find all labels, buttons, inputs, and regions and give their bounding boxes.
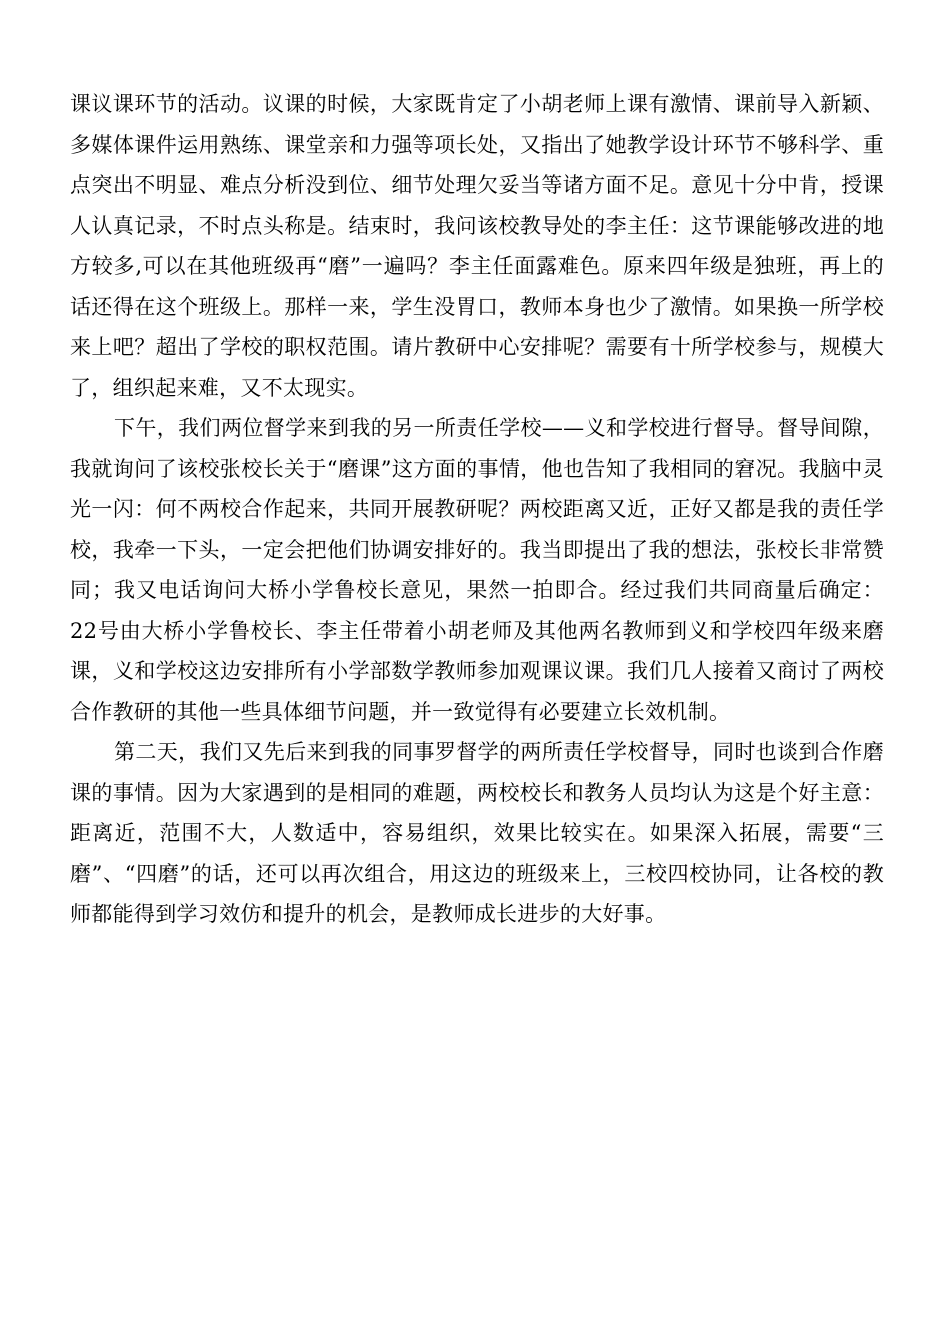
paragraph-2: 下午，我们两位督学来到我的另一所责任学校——义和学校进行督导。督导间隙，我就询问了该校张校长关于“磨课”这方面的事情，他也告知了我相同的窘况。我脑中灵光一闪：何不两校合作起来，共同开展教研呢？两校距离又近，正好又都是我的责任学校，我牵一下头，一定会把他们协调安排好的。我当即提出了我的想法，张校长非常赞同；我又电话询问大桥小学鲁校长意见，果然一拍即合。经过我们共同商量后确定：22号由大桥小学鲁校长、李主任带着小胡老师及其他两名教师到义和学校四年级来磨课，义和学校这边安排所有小学部数学教师参加观课议课。我们几人接着又商讨了两校合作教研的其他一些具体细节问题，并一致觉得有必要建立长效机制。 bbox=[70, 416, 884, 724]
paragraph-3: 第二天，我们又先后来到我的同事罗督学的两所责任学校督导，同时也谈到合作磨课的事情。因为大家遇到的是相同的难题，两校校长和教务人员均认为这是个好主意：距离近，范围不大，人数适中，容易组织，效果比较实在。如果深入拓展，需要“三磨”、“四磨”的话，还可以再次组合，用这边的班级来上，三校四校协同，让各校的教师都能得到学习效仿和提升的机会，是教师成长进步的大好事。 bbox=[70, 740, 884, 926]
paragraph-1: 课议课环节的活动。议课的时候，大家既肯定了小胡老师上课有激情、课前导入新颖、多媒体课件运用熟练、课堂亲和力强等项长处，又指出了她教学设计环节不够科学、重点突出不明显、难点分析没到位、细节处理欠妥当等诸方面不足。意见十分中肯，授课人认真记录，不时点头称是。结束时，我问该校教导处的李主任：这节课能够改进的地方较多,可以在其他班级再“磨”一遍吗？李主任面露难色。原来四年级是独班，再上的话还得在这个班级上。那样一来，学生没胃口，教师本身也少了激情。如果换一所学校来上吧？超出了学校的职权范围。请片教研中心安排呢？需要有十所学校参与，规模大了，组织起来难，又不太现实。 bbox=[70, 92, 884, 400]
document-page bbox=[70, 84, 884, 935]
